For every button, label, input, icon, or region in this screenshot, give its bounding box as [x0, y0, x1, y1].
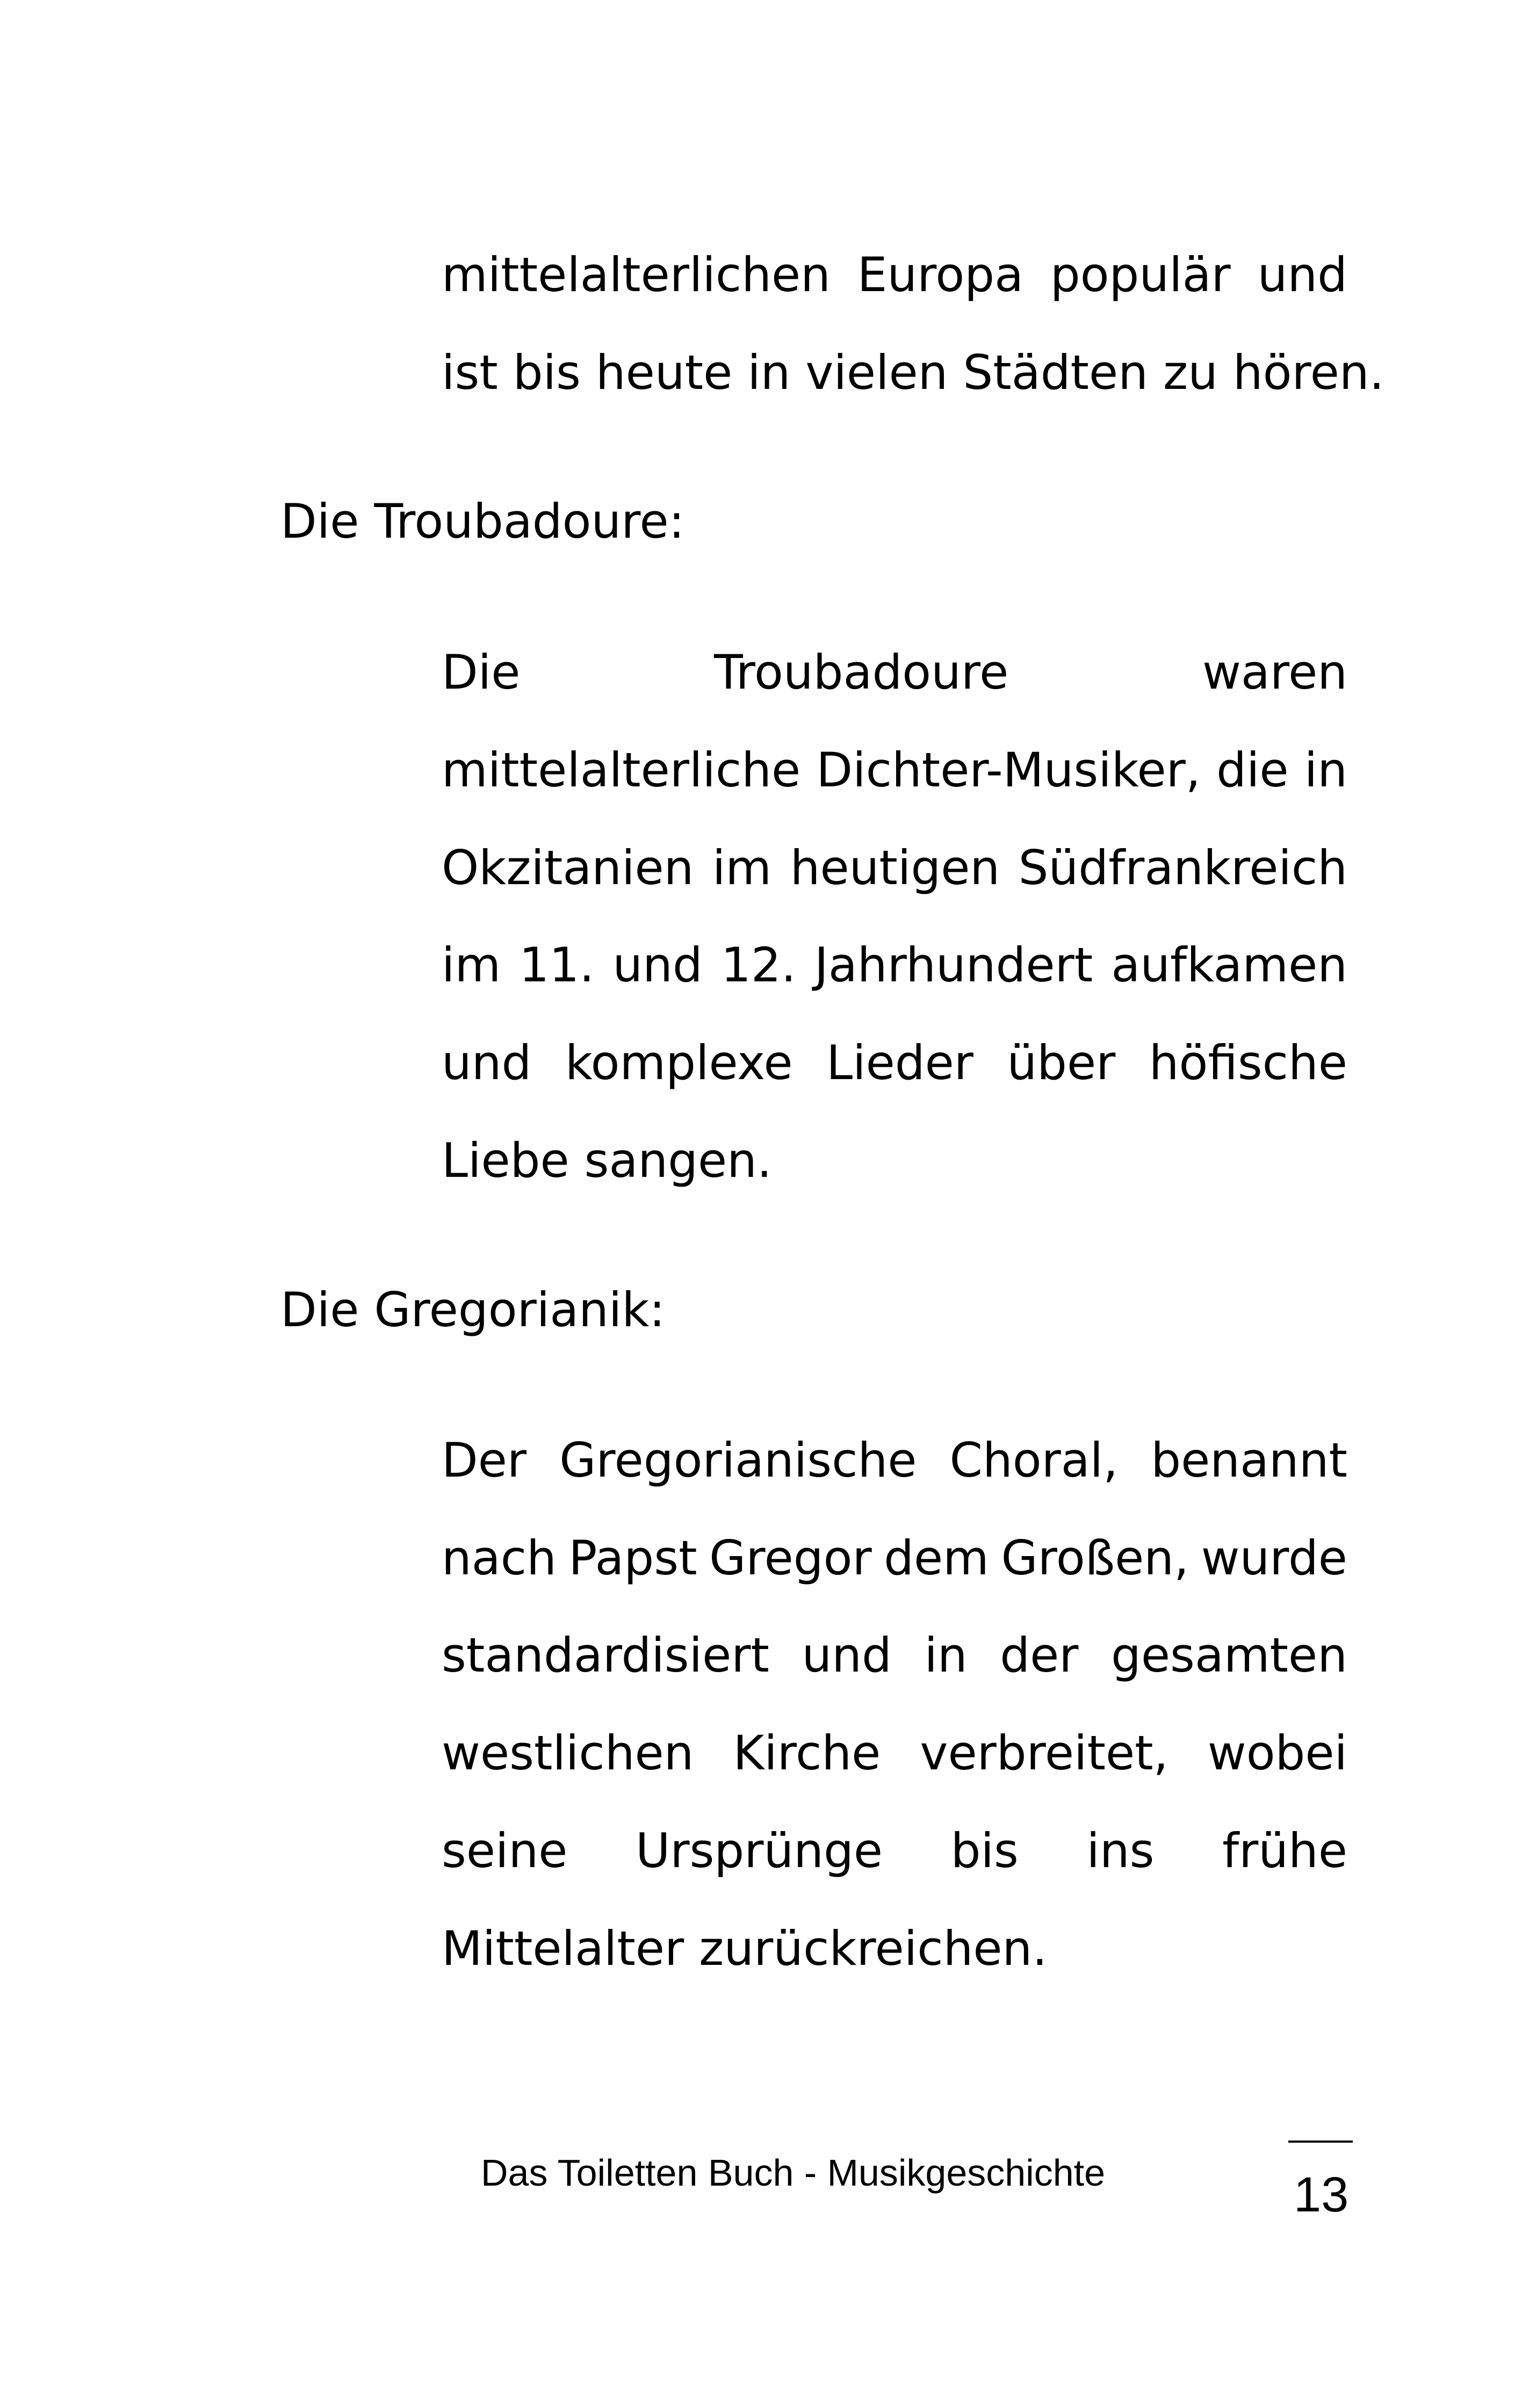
paragraph-line: mittelalterliche Dichter-Musiker, die in: [442, 742, 1347, 798]
paragraph-line: Mittelalter zurückreichen.: [442, 1921, 1048, 1976]
paragraph-line: Liebe sangen.: [442, 1133, 772, 1188]
paragraph-line: im 11. und 12. Jahrhundert aufkamen: [442, 937, 1347, 993]
section-heading-troubadoure: Die Troubadoure:: [280, 494, 685, 549]
paragraph-line: Der Gregorianische Choral, benannt: [442, 1433, 1347, 1488]
page-number: 13: [1294, 2167, 1349, 2222]
paragraph-line: Die Troubadoure waren: [442, 645, 1347, 700]
paragraph-line: seine Ursprünge bis ins frühe: [442, 1823, 1347, 1878]
paragraph-line: westlichen Kirche verbreitet, wobei: [442, 1725, 1347, 1781]
paragraph-line: nach Papst Gregor dem Großen, wurde: [442, 1530, 1347, 1586]
page-number-rule: [1288, 2141, 1353, 2143]
section-heading-gregorianik: Die Gregorianik:: [280, 1282, 665, 1337]
running-footer-title: Das Toiletten Buch - Musikgeschichte: [481, 2152, 1106, 2194]
paragraph-line: standardisiert und in der gesamten: [442, 1628, 1347, 1683]
paragraph-line: Okzitanien im heutigen Südfrankreich: [442, 840, 1347, 895]
paragraph-line: und komplexe Lieder über höfische: [442, 1035, 1347, 1090]
paragraph-line: mittelalterlichen Europa populär und: [442, 247, 1347, 302]
paragraph-line: ist bis heute in vielen Städten zu hören.: [442, 345, 1384, 400]
